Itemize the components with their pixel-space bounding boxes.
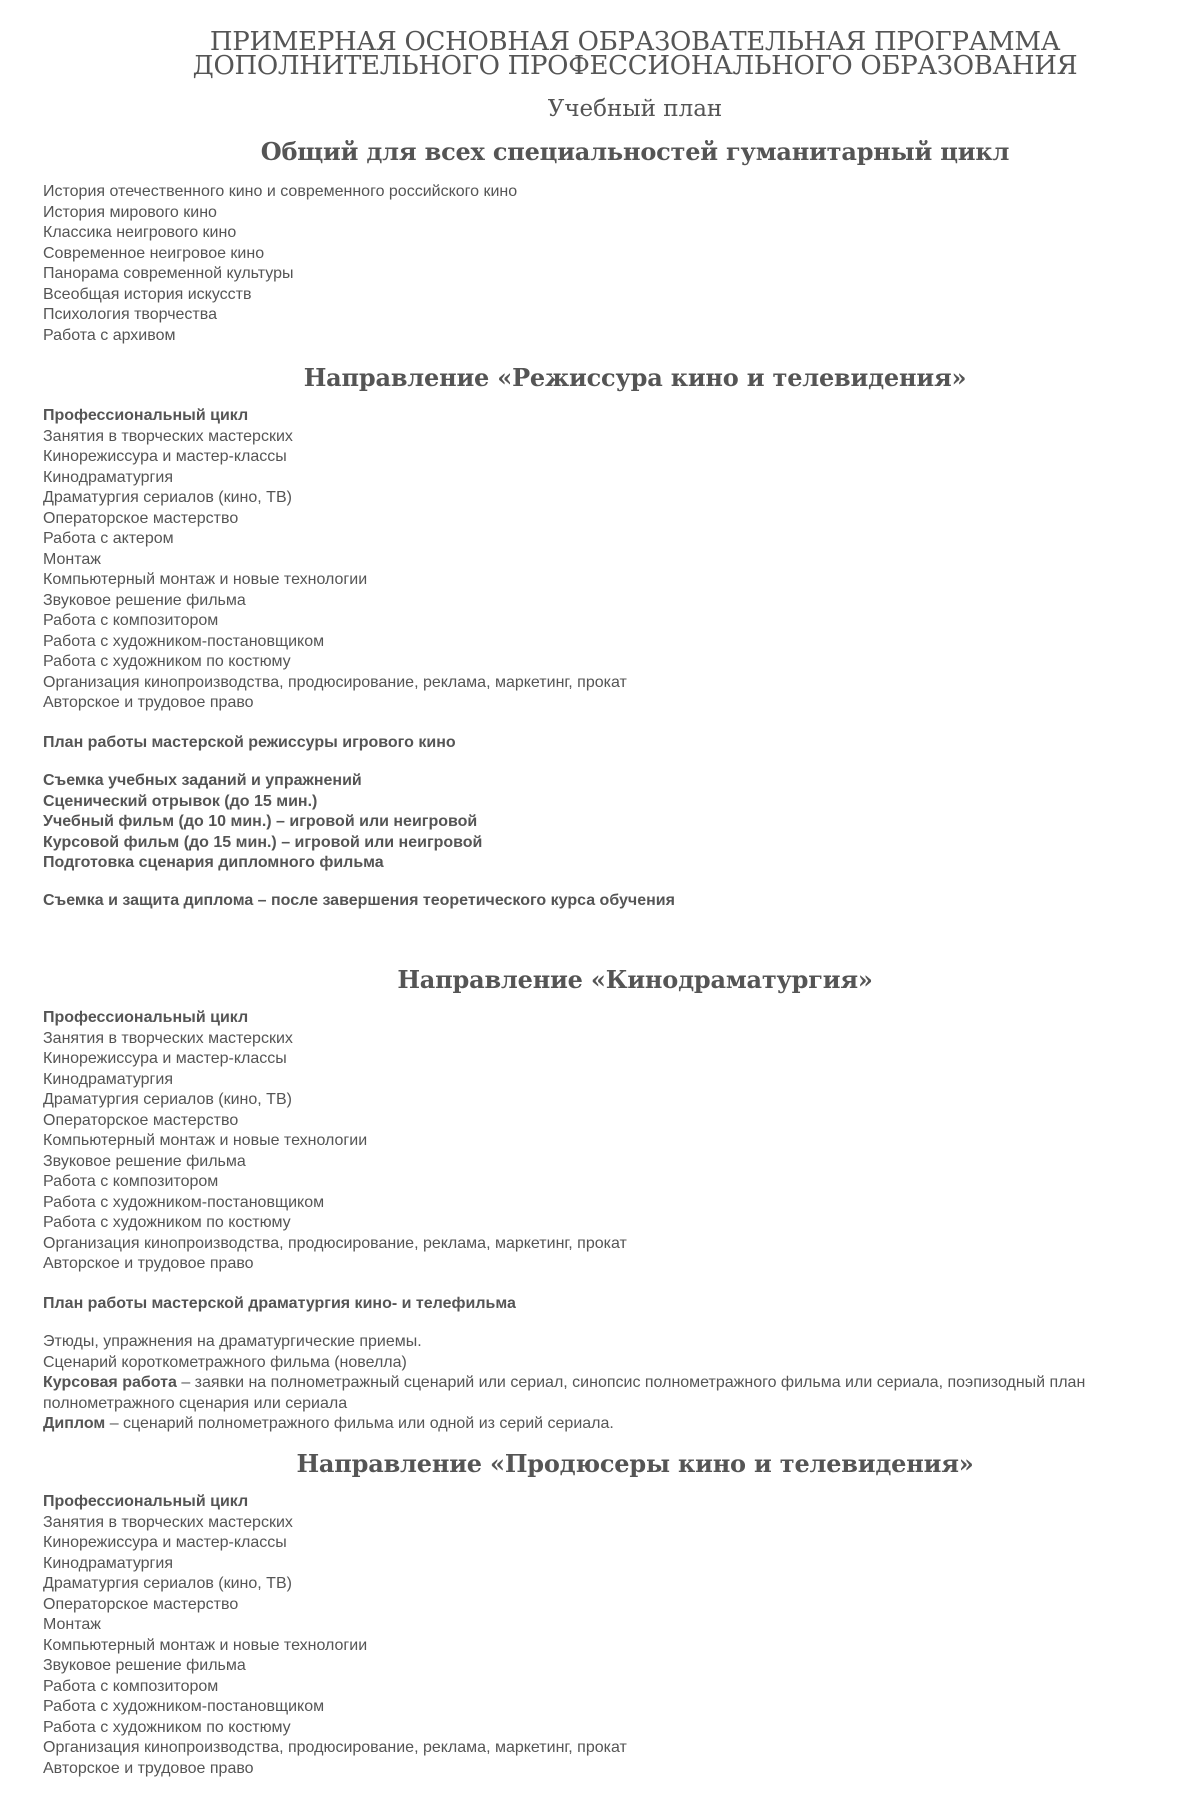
list-item: Учебный фильм (до 10 мин.) – игровой или неигровой	[43, 813, 478, 830]
list-item: Драматургия сериалов (кино, ТВ)	[43, 1575, 292, 1592]
diploma-label: Диплом	[43, 1415, 106, 1432]
list-item: Авторское и трудовое право	[43, 1759, 254, 1777]
list-item: Работа с художником по костюму	[43, 1718, 291, 1736]
list-item: Классика неигрового кино	[43, 224, 237, 241]
list-item: Организация кинопроизводства, продюсирование, реклама, маркетинг, прокат	[43, 1234, 627, 1252]
list-item: История отечественного кино и современного российского кино	[43, 183, 518, 200]
list-item: Работа с художником по костюму	[43, 1214, 291, 1231]
list-item: Кинорежиссура и мастер-классы	[43, 1050, 287, 1067]
list-item: Занятия в творческих мастерских	[43, 1029, 293, 1047]
screenwriting-course-work	[0, 1373, 1200, 1414]
list-item: Работа с художником-постановщиком	[43, 632, 325, 650]
producing-course-list	[0, 1513, 1200, 1780]
list-item: Драматургия сериалов (кино, ТВ)	[43, 1091, 292, 1108]
list-item: Звуковое решение фильма	[43, 1657, 246, 1674]
list-item: Курсовой фильм (до 15 мин.) – игровой или неигровой	[43, 833, 483, 851]
list-item: История мирового кино	[43, 203, 217, 221]
document-header	[0, 0, 1200, 81]
list-item: Операторское мастерство	[43, 1595, 239, 1613]
screenwriting-plan-line2: Сценарий короткометражного фильма (новелла)	[43, 1353, 407, 1371]
list-item: Звуковое решение фильма	[43, 1152, 246, 1170]
section-title-directing: Направление «Режиссура кино и телевидения»	[303, 363, 967, 392]
list-item: Авторское и трудовое право	[43, 694, 254, 711]
directing-diploma: Съемка и защита диплома – после завершения теоретического курса обучения	[43, 892, 675, 909]
section-title-producing: Направление «Продюсеры кино и телевидения»	[296, 1449, 974, 1478]
list-item: Монтаж	[43, 1616, 101, 1633]
directing-cycle-label: Профессиональный цикл	[43, 407, 249, 424]
directing-course-list	[0, 427, 1200, 714]
list-item: Кинорежиссура и мастер-классы	[43, 1534, 287, 1551]
program-title-line2: ДОПОЛНИТЕЛЬНОГО ПРОФЕССИОНАЛЬНОГО ОБРАЗОВАНИЯ	[192, 51, 1078, 81]
screenwriting-cycle-label: Профессиональный цикл	[43, 1009, 249, 1026]
program-title-line1: ПРИМЕРНАЯ ОСНОВНАЯ ОБРАЗОВАТЕЛЬНАЯ ПРОГРАММА	[209, 27, 1061, 57]
list-item: Работа с композитором	[43, 612, 219, 629]
list-item: Занятия в творческих мастерских	[43, 427, 293, 445]
screenwriting-diploma	[0, 1414, 1200, 1435]
list-item: Компьютерный монтаж и новые технологии	[43, 1132, 368, 1149]
humanitarian-course-list	[0, 182, 1200, 346]
list-item: Работа с композитором	[43, 1677, 219, 1695]
program-title	[0, 0, 1200, 81]
list-item: Организация кинопроизводства, продюсирование, реклама, маркетинг, прокат	[43, 673, 627, 691]
list-item: Монтаж	[43, 550, 101, 568]
section-title-screenwriting: Направление «Кинодраматургия»	[397, 965, 873, 994]
list-item: Операторское мастерство	[43, 1111, 239, 1129]
list-item: Панорама современной культуры	[43, 265, 294, 282]
list-item: Психология творчества	[43, 306, 217, 323]
list-item: Компьютерный монтаж и новые технологии	[43, 1636, 368, 1654]
list-item: Съемка учебных заданий и упражнений	[43, 772, 362, 789]
producing-cycle-label: Профессиональный цикл	[43, 1493, 249, 1510]
list-item: Операторское мастерство	[43, 509, 239, 527]
list-item: Кинодраматургия	[43, 468, 173, 486]
curriculum-subtitle: Учебный план	[547, 96, 723, 122]
list-item: Сценический отрывок (до 15 мин.)	[43, 792, 318, 810]
list-item: Драматургия сериалов (кино, ТВ)	[43, 489, 292, 506]
list-item: Авторское и трудовое право	[43, 1255, 254, 1272]
list-item: Работа с архивом	[43, 326, 176, 344]
list-item: Звуковое решение фильма	[43, 591, 246, 609]
directing-plan-title: План работы мастерской режиссуры игрового кино	[43, 734, 456, 751]
list-item: Компьютерный монтаж и новые технологии	[43, 571, 368, 588]
screenwriting-plan-line1: Этюды, упражнения на драматургические приемы.	[43, 1333, 422, 1350]
screenwriting-course-list	[0, 1029, 1200, 1275]
list-item: Всеобщая история искусств	[43, 285, 252, 303]
list-item: Работа с художником-постановщиком	[43, 1698, 325, 1715]
screenwriting-plan-title: План работы мастерской драматургия кино- и телефильма	[43, 1295, 516, 1312]
section-humanitarian	[0, 136, 1200, 168]
list-item: Организация кинопроизводства, продюсирование, реклама, маркетинг, прокат	[43, 1739, 627, 1756]
section-producing	[0, 1448, 1200, 1480]
list-item: Работа с художником по костюму	[43, 653, 291, 670]
diploma-text: – сценарий полнометражного фильма или одной из серий сериала.	[105, 1415, 614, 1432]
list-item: Кинодраматургия	[43, 1554, 173, 1572]
list-item: Работа с композитором	[43, 1173, 219, 1190]
section-title-humanitarian: Общий для всех специальностей гуманитарный цикл	[260, 137, 1010, 166]
directing-plan-list	[0, 771, 1200, 874]
section-directing	[0, 362, 1200, 394]
course-work-label: Курсовая работа	[43, 1374, 177, 1391]
list-item: Кинодраматургия	[43, 1070, 173, 1088]
section-screenwriting	[0, 964, 1200, 996]
list-item: Подготовка сценария дипломного фильма	[43, 854, 384, 871]
list-item: Кинорежиссура и мастер-классы	[43, 448, 287, 465]
course-work-text: – заявки на полнометражный сценарий или сериал, синопсис полнометражного фильма или сериала, поэпизодный план полнометражного сценария или сериала	[43, 1374, 1086, 1412]
list-item: Работа с актером	[43, 530, 174, 547]
list-item: Современное неигровое кино	[43, 244, 265, 262]
list-item: Занятия в творческих мастерских	[43, 1513, 293, 1531]
list-item: Работа с художником-постановщиком	[43, 1193, 325, 1211]
